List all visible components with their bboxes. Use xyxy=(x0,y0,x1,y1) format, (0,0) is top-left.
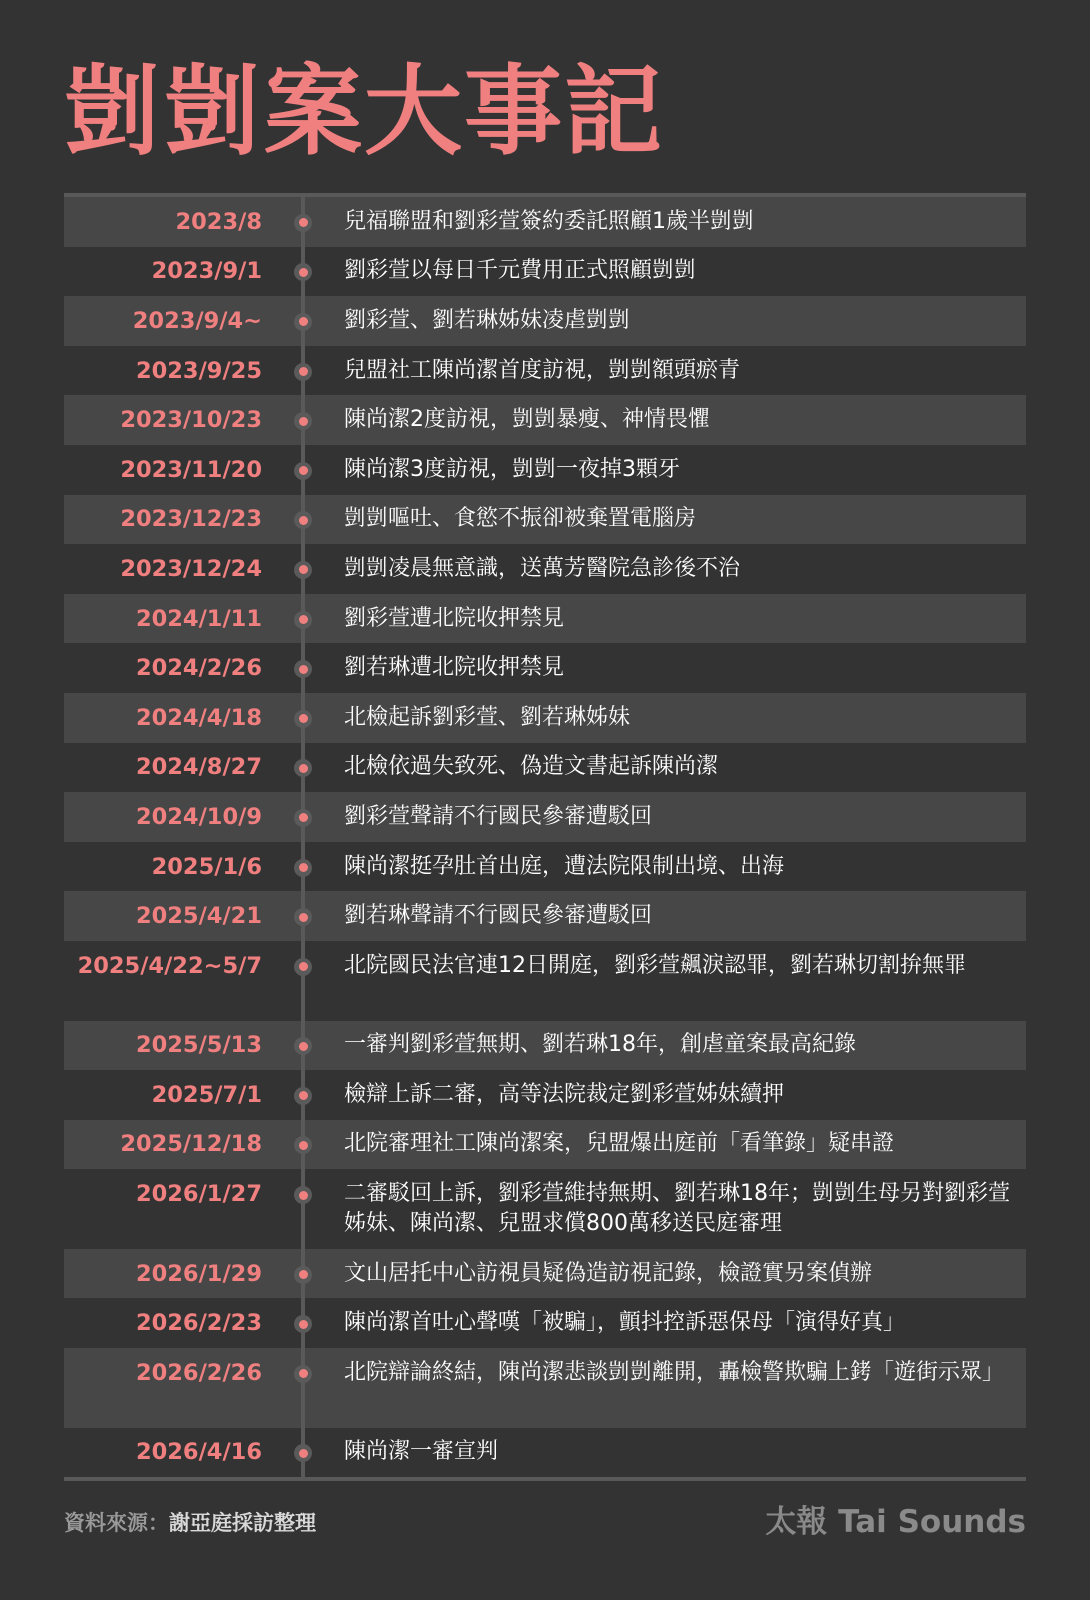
timeline-event: 陳尚潔一審宣判 xyxy=(344,1439,499,1465)
timeline-event: 劉彩萱遭北院收押禁見 xyxy=(344,605,565,631)
timeline-event: 劉若琳聲請不行國民參審遭駁回 xyxy=(344,903,653,929)
timeline-row xyxy=(64,941,1026,1021)
timeline-event: 檢辯上訴二審，高等法院裁定劉彩萱姊妹續押 xyxy=(344,1081,785,1107)
timeline-event: 文山居托中心訪視員疑偽造訪視記錄，檢證實另案偵辦 xyxy=(344,1260,873,1286)
timeline-row xyxy=(64,1021,1026,1071)
source-value: 謝亞庭採訪整理 xyxy=(169,1511,316,1535)
timeline-date: 2023/9/1 xyxy=(151,258,262,285)
timeline-row xyxy=(64,544,1026,594)
timeline-date: 2025/5/13 xyxy=(135,1032,262,1059)
timeline-row xyxy=(64,1169,1026,1249)
timeline-event: 北院辯論終結，陳尚潔悲談剴剴離開，轟檢警欺騙上銬「遊街示眾」 xyxy=(344,1359,1005,1385)
timeline-date: 2024/1/11 xyxy=(135,605,262,632)
timeline-dot-icon xyxy=(294,958,312,976)
timeline-row xyxy=(64,495,1026,545)
timeline-row xyxy=(64,1348,1026,1428)
timeline-dot-icon xyxy=(294,1444,312,1462)
timeline-date: 2026/4/16 xyxy=(135,1439,262,1466)
timeline xyxy=(64,193,1026,1481)
timeline-event: 一審判劉彩萱無期、劉若琳18年，創虐童案最高紀錄 xyxy=(344,1032,856,1058)
timeline-row xyxy=(64,197,1026,247)
timeline-dot-icon xyxy=(294,511,312,529)
timeline-date: 2025/1/6 xyxy=(151,853,262,880)
timeline-date: 2024/8/27 xyxy=(135,754,262,781)
timeline-date: 2023/9/25 xyxy=(135,357,262,384)
timeline-date: 2024/2/26 xyxy=(135,655,262,682)
timeline-event: 北院國民法官連12日開庭，劉彩萱飆淚認罪，劉若琳切割拚無罪 xyxy=(344,952,966,978)
timeline-dot-icon xyxy=(294,1315,312,1333)
timeline-event: 劉若琳遭北院收押禁見 xyxy=(344,655,565,681)
timeline-dot-icon xyxy=(294,263,312,281)
timeline-dot-icon xyxy=(294,214,312,232)
timeline-event: 兒盟社工陳尚潔首度訪視，剴剴額頭瘀青 xyxy=(344,357,741,383)
timeline-event: 剴剴凌晨無意識，送萬芳醫院急診後不治 xyxy=(344,555,741,581)
timeline-dot-icon xyxy=(294,611,312,629)
timeline-event: 北檢起訴劉彩萱、劉若琳姊妹 xyxy=(344,704,631,730)
timeline-date: 2023/10/23 xyxy=(120,407,262,434)
timeline-date: 2026/1/29 xyxy=(135,1260,262,1287)
timeline-row xyxy=(64,643,1026,693)
brand-logo-text: 太報 Tai Sounds xyxy=(765,1504,1026,1540)
timeline-dot-icon xyxy=(294,412,312,430)
timeline-row xyxy=(64,1249,1026,1299)
timeline-event: 劉彩萱、劉若琳姊妹凌虐剴剴 xyxy=(344,307,631,333)
timeline-dot-icon xyxy=(294,908,312,926)
timeline-date: 2025/12/18 xyxy=(120,1131,262,1158)
timeline-event: 剴剴嘔吐、食慾不振卻被棄置電腦房 xyxy=(344,506,697,532)
timeline-row xyxy=(64,842,1026,892)
timeline-row xyxy=(64,594,1026,644)
timeline-dot-icon xyxy=(294,660,312,678)
timeline-dot-icon xyxy=(294,1266,312,1284)
timeline-row xyxy=(64,693,1026,743)
timeline-dot-icon xyxy=(294,759,312,777)
timeline-row xyxy=(64,1428,1026,1478)
timeline-dot-icon xyxy=(294,1087,312,1105)
timeline-dot-icon xyxy=(294,313,312,331)
timeline-dot-icon xyxy=(294,1365,312,1383)
timeline-row xyxy=(64,891,1026,941)
timeline-event: 陳尚潔挺孕肚首出庭，遭法院限制出境、出海 xyxy=(344,853,785,879)
timeline-event: 劉彩萱以每日千元費用正式照顧剴剴 xyxy=(344,258,697,284)
timeline-row xyxy=(64,445,1026,495)
timeline-date: 2026/2/26 xyxy=(135,1359,262,1386)
timeline-row xyxy=(64,296,1026,346)
timeline-row xyxy=(64,1120,1026,1170)
timeline-row xyxy=(64,346,1026,396)
timeline-row xyxy=(64,792,1026,842)
timeline-date: 2024/4/18 xyxy=(135,704,262,731)
timeline-dot-icon xyxy=(294,859,312,877)
timeline-date: 2025/7/1 xyxy=(151,1081,262,1108)
timeline-dot-icon xyxy=(294,462,312,480)
timeline-row xyxy=(64,1070,1026,1120)
timeline-dot-icon xyxy=(294,710,312,728)
timeline-row xyxy=(64,395,1026,445)
timeline-date: 2024/10/9 xyxy=(135,803,262,830)
timeline-event: 北檢依過失致死、偽造文書起訴陳尚潔 xyxy=(344,754,719,780)
timeline-event: 兒福聯盟和劉彩萱簽約委託照顧1歲半剴剴 xyxy=(344,208,754,234)
timeline-row xyxy=(64,247,1026,297)
timeline-event: 北院審理社工陳尚潔案，兒盟爆出庭前「看筆錄」疑串證 xyxy=(344,1131,895,1157)
timeline-event: 陳尚潔首吐心聲嘆「被騙」，顫抖控訴惡保母「演得好真」 xyxy=(344,1310,906,1336)
source-label: 資料來源： xyxy=(64,1511,169,1535)
timeline-date: 2023/11/20 xyxy=(120,456,262,483)
timeline-row xyxy=(64,743,1026,793)
timeline-date: 2025/4/22~5/7 xyxy=(77,952,262,979)
timeline-date: 2023/12/23 xyxy=(120,506,262,533)
timeline-date: 2023/12/24 xyxy=(120,555,262,582)
timeline-dot-icon xyxy=(294,1037,312,1055)
timeline-dot-icon xyxy=(294,1136,312,1154)
timeline-row xyxy=(64,1298,1026,1348)
timeline-date: 2025/4/21 xyxy=(135,903,262,930)
timeline-dot-icon xyxy=(294,561,312,579)
source-credit xyxy=(64,1505,316,1541)
timeline-dot-icon xyxy=(294,809,312,827)
timeline-event: 陳尚潔2度訪視，剴剴暴瘦、神情畏懼 xyxy=(344,407,710,433)
timeline-date: 2023/9/4~ xyxy=(132,307,262,334)
timeline-event: 二審駁回上訴，劉彩萱維持無期、劉若琳18年；剴剴生母另對劉彩萱姊妹、陳尚潔、兒盟求償800萬移送民庭審理 xyxy=(344,1181,1010,1237)
timeline-dot-icon xyxy=(294,363,312,381)
timeline-dot-icon xyxy=(294,1186,312,1204)
timeline-date: 2026/2/23 xyxy=(135,1310,262,1337)
page-title: 剴剴案大事記 xyxy=(64,55,665,169)
timeline-date: 2026/1/27 xyxy=(135,1181,262,1208)
timeline-date: 2023/8 xyxy=(175,208,262,235)
timeline-event: 陳尚潔3度訪視，剴剴一夜掉3顆牙 xyxy=(344,456,680,482)
timeline-event: 劉彩萱聲請不行國民參審遭駁回 xyxy=(344,803,653,829)
